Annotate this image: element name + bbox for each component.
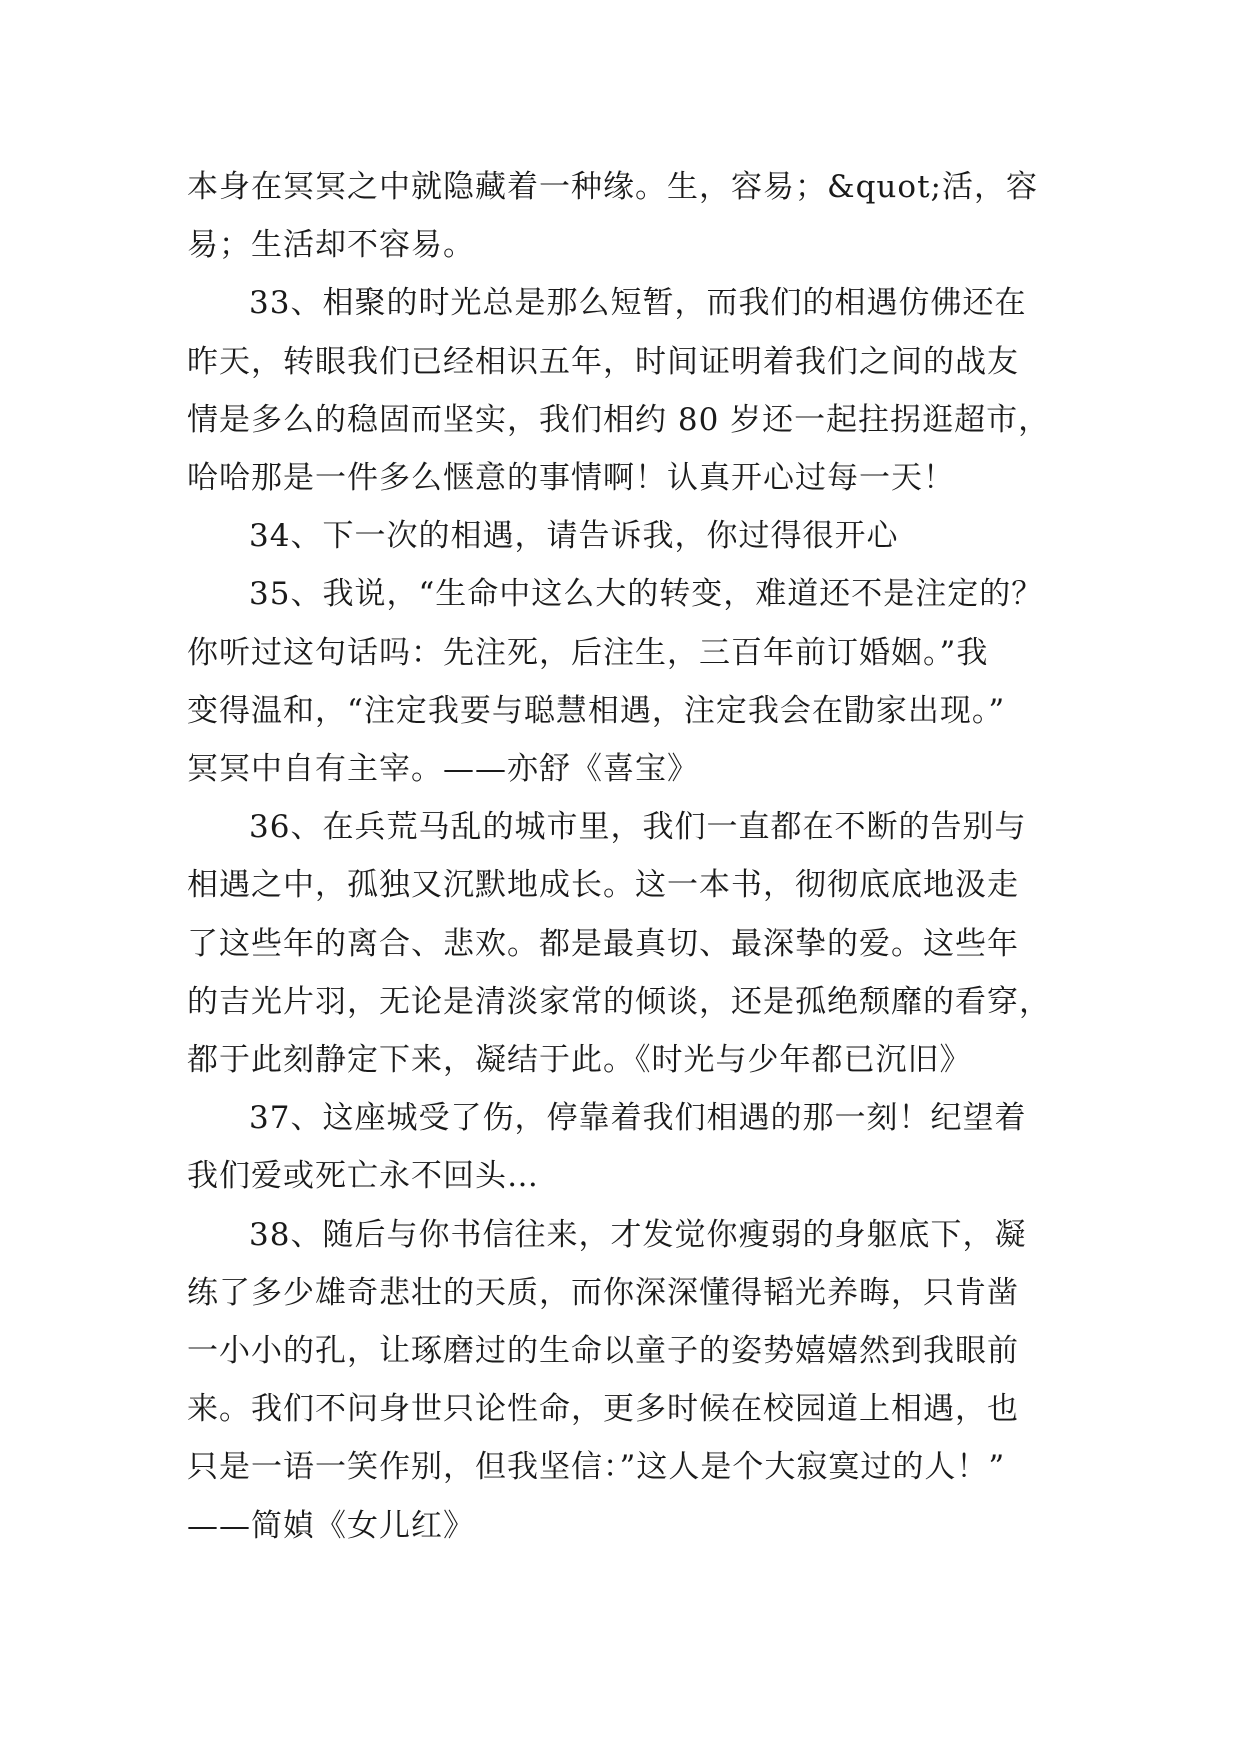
text-line: 的吉光片羽，无论是清淡家常的倾谈，还是孤绝颓靡的看穿， xyxy=(187,983,1051,1020)
text-line: 练了多少雄奇悲壮的天质，而你深深懂得韬光养晦，只肯凿 xyxy=(187,1274,1019,1311)
text-line: 38、随后与你书信往来，才发觉你瘦弱的身躯底下，凝 xyxy=(249,1216,1027,1253)
text-line: 本身在冥冥之中就隐藏着一种缘。生，容易；&quot;活，容 xyxy=(187,169,1038,205)
text-line: 都于此刻静定下来，凝结于此。《时光与少年都已沉旧》 xyxy=(187,1042,972,1079)
text-line: 你听过这句话吗：先注死，后注生，三百年前订婚姻。”我 xyxy=(187,634,989,671)
text-line: 冥冥中自有主宰。——亦舒《喜宝》 xyxy=(187,751,699,788)
text-line: 34、下一次的相遇，请告诉我，你过得很开心 xyxy=(249,518,899,555)
paragraph-38 xyxy=(187,1206,1057,1555)
text-line: 昨天，转眼我们已经相识五年，时间证明着我们之间的战友 xyxy=(187,343,1019,380)
paragraph-intro xyxy=(187,158,1057,274)
paragraph-33 xyxy=(187,274,1057,507)
text-line: 一小小的孔，让琢磨过的生命以童子的姿势嬉嬉然到我眼前 xyxy=(187,1333,1019,1370)
text-line: 哈哈那是一件多么惬意的事情啊！认真开心过每一天！ xyxy=(187,460,955,497)
text-line: 35、我说，“生命中这么大的转变，难道还不是注定的？ xyxy=(249,576,1044,613)
text-line: 37、这座城受了伤，停靠着我们相遇的那一刻！纪望着 xyxy=(249,1100,1027,1137)
text-line: 易；生活却不容易。 xyxy=(187,227,475,264)
text-line: 只是一语一笑作别，但我坚信：”这人是个大寂寞过的人！” xyxy=(187,1449,1006,1486)
paragraph-34 xyxy=(187,507,1057,565)
text-line: 我们爱或死亡永不回头… xyxy=(187,1158,539,1195)
paragraph-37 xyxy=(187,1089,1057,1205)
text-line: 33、相聚的时光总是那么短暂，而我们的相遇仿佛还在 xyxy=(249,285,1027,322)
text-line: 情是多么的稳固而坚实，我们相约 80 岁还一起拄拐逛超市， xyxy=(187,401,1051,438)
text-line: 变得温和，“注定我要与聪慧相遇，注定我会在勖家出现。” xyxy=(187,692,1006,729)
paragraph-35 xyxy=(187,565,1057,798)
text-line: 36、在兵荒马乱的城市里，我们一直都在不断的告别与 xyxy=(249,809,1027,846)
text-line: ——简媜《女儿红》 xyxy=(187,1507,475,1544)
text-line: 来。我们不问身世只论性命，更多时候在校园道上相遇，也 xyxy=(187,1391,1019,1428)
document-page xyxy=(187,158,1057,1555)
text-line: 相遇之中，孤独又沉默地成长。这一本书，彻彻底底地汲走 xyxy=(187,867,1019,904)
text-line: 了这些年的离合、悲欢。都是最真切、最深挚的爱。这些年 xyxy=(187,925,1019,962)
paragraph-36 xyxy=(187,798,1057,1089)
